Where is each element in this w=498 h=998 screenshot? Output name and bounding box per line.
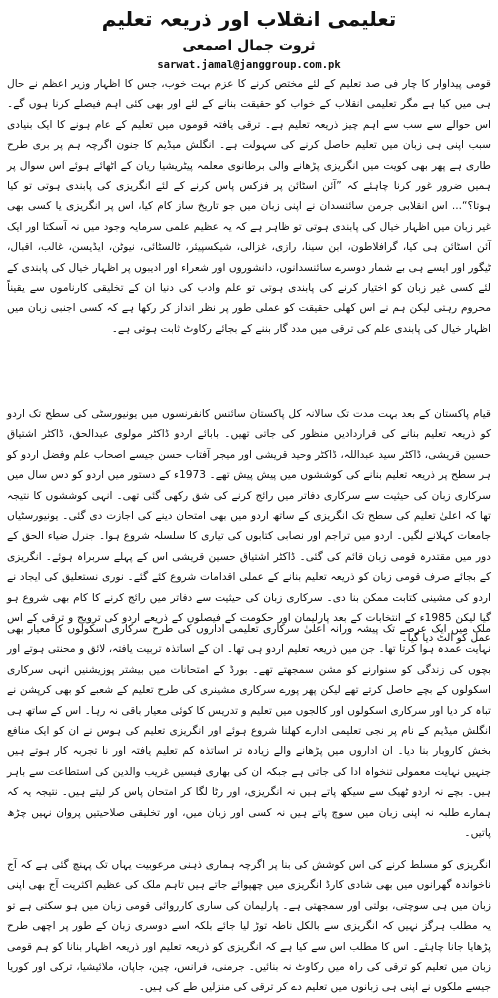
author-email: sarwat.jamal@janggroup.com.pk [157, 59, 341, 71]
paragraph-4 [7, 855, 491, 994]
author-name: ثروت جمال اصمعی [182, 38, 316, 54]
paragraph-text: ملک میں ایک عرصے تک پیشہ ورانہ اعلیٰ سرکاری تعلیمی اداروں کی طرح سرکاری اسکولوں کا معیار بھی نہایت عمدہ ہوا کرتا تھا۔ جن میں ذریعہ تعلیم اردو ہی تھا۔ ان کے اساتذہ تربیت یافتہ، لائق و محنتی ہوتے اور بچوں کی زندگی کو سنوارنے کو مشن سمجھتے تھے۔ بورڈ کے امتحانات میں بیشتر پوزیشنیں انہی سرکاری اسکولوں کے بچے حاصل کرتے تھے لیکن پھر پورے سرکاری مشینری کی طرح تعلیم کے شعبے کو بھی کرپشن نے تباہ کر دیا اور سرکاری اسکولوں اور کالجوں میں تعلیم و تدریس کا کوئی معیار باقی نہ رہا۔ اس کے ساتھ ہی انگلش میڈیم کے نام پر نجی تعلیمی ادارے کھلنا شروع ہوئے اور انگریزی تعلیم کی ہوس نے ان کو ایک منافع بخش کاروبار بنا دیا۔ ان اداروں میں پڑھانے والے زیادہ تر اساتذہ کم تعلیم یافتہ اور نا تجربہ کار ہوتے ہیں جنہیں نہایت معمولی تنخواہ ادا کی جاتی ہے جبکہ ان کی بھاری فیسیں غریب والدین کی استطاعت سے باہر ہیں۔ بچے نہ اردو ٹھیک سے سیکھ پاتے ہیں نہ انگریزی، اور رٹا لگا کر امتحان پاس کر لیتے ہیں۔ نتیجہ یہ کہ ہمارے طلبہ نہ اپنی زبان میں سوچ پاتے ہیں نہ کسی اور زبان میں، اور تخلیقی صلاحیتیں پروان نہیں چڑھ پاتیں۔ [7, 623, 491, 840]
paragraph-text: قیام پاکستان کے بعد بہت مدت تک سالانہ کل پاکستان سائنس کانفرنسوں میں یونیورسٹی کی سطح تک اردو کو ذریعہ تعلیم بنانے کی قراردادیں منظور کی جاتی تھیں۔ بابائے اردو ڈاکٹر مولوی عبدالحق، ڈاکٹر اشتیاق حسین قریشی، ڈاکٹر سید عبداللہ، ڈاکٹر وحید قریشی اور میجر آفتاب حسن جیسے اصحاب علم وفضل اردو کو ہر سطح پر ذریعہ تعلیم بنانے کی کوششوں میں پیش پیش تھے۔ 1973ء کے دستور میں اردو کو دس سال میں سرکاری زبان کی حیثیت سے سرکاری دفاتر میں رائج کرنے کی شق رکھی گئی تھی۔ انہی کوششوں کا نتیجہ تھا کہ اعلیٰ تعلیم کی سطح تک انگریزی کے ساتھ اردو میں بھی امتحان دینے کی اجازت دی گئی۔ یونیورسٹیاں جامعات کہلانے لگیں۔ اردو میں تراجم اور نصابی کتابوں کی تیاری کا سلسلہ شروع ہوا۔ جنرل ضیاء الحق کے دور میں مقتدرہ قومی زبان قائم کی گئی۔ ڈاکٹر اشتیاق حسین قریشی اس کے پہلے سربراہ ہوئے۔ انگریزی کے بجائے صرف قومی زبان کو ذریعہ تعلیم بنانے کے عملی اقدامات شروع کئے گئے۔ نوری نستعلیق کی ایجاد نے اردو کی مشینی کتابت ممکن بنا دی۔ سرکاری زبان کی حیثیت سے دفاتر میں رائج کرنے کا کام بھی شروع ہو گیا لیکن 1985ء کے انتخابات کے بعد پارلیمان اور حکومت کے فیصلوں کے ذریعے اردو کی ترویج و ترقی کے اس عمل کو الٹ دیا گیا۔ [7, 408, 492, 645]
paragraph-text: قومی پیداوار کا چار فی صد تعلیم کے لئے مختص کرنے کا عزم بہت خوب، جس کا اظہار وزیر اعظم نے حال ہی میں کیا ہے مگر تعلیمی انقلاب کے خواب کو حقیقت بنانے کے لئے اور بھی کئی اہم فیصلے کرنا ہوں گے۔ اس حوالے سے سب سے اہم چیز ذریعہ تعلیم ہے۔ ترقی یافتہ قوموں میں تعلیم کے عام ہونے کا ایک بنیادی سبب اپنی ہی زبان میں تعلیم حاصل کرنے کی سہولت ہے۔ انگلش میڈیم کا جنون اگرچہ ہم پر بری طرح طاری ہے پھر بھی کویت میں انگریزی پڑھانے والی برطانوی معلمہ پیٹریشیا ریان کے اٹھائے ہوئے اس سوال پر ہمیں ضرور غور کرنا چاہئے کہ ”آئن اسٹائن پر فزکس پاس کرنے کے لئے انگریزی کی پابندی ہوتی تو کیا ہوتا؟“... اس انقلابی جرمن سائنسدان نے اپنی زبان میں جو تاریخ ساز کام کیا، اس پر انگریزی یا کسی بھی غیر زبان میں اظہار خیال کی پابندی ہوتی تو ظاہر ہے کہ یہ عظیم علمی سرمایہ وجود میں نہ آسکتا اور ایک آئن اسٹائن ہی کیا، گرافلاطون، ابن سینا، رازی، غزالی، شیکسپیئر، ٹالسٹائی، نیوٹن، ایڈیسن، غالب، اقبال، ٹیگور اور ایسے ہی بے شمار دوسرے سائنسدانوں، دانشوروں اور شعراء اور ادیبوں پر اظہار خیال کی پابندی کے لئے کسی غیر زبان کو اختیار کرنے کی پابندی ہوتی تو علم وادب کی دنیا ان کے تخلیقی کارناموں سے یقیناً محروم رہتی لیکن ہم نے اس کھلی حقیقت کو عملی طور پر نظر انداز کر رکھا ہے کہ کسی اجنبی زبان میں اظہار خیال کی پابندی علم کی ترقی میں مدد گار بننے کے بجائے رکاوٹ ثابت ہوتی ہے۔ [7, 78, 491, 335]
paragraph-3 [7, 619, 491, 853]
paragraph-2 [7, 404, 492, 645]
article-title: تعلیمی انقلاب اور ذریعہ تعلیم [101, 7, 397, 31]
paragraph-text: انگریزی کو مسلط کرنے کی اس کوشش کی بنا پر اگرچہ ہماری ذہنی مرعوبیت یہاں تک پہنچ گئی ہے کہ آج ناخواندہ گھرانوں میں بھی شادی کارڈ انگریزی میں چھپوائے جاتے ہیں تاہم ملک کی عظیم اکثریت آج بھی اپنی زبان میں ہی سوچتی، بولتی اور سمجھتی ہے۔ پارلیمان کی ساری کارروائی قومی زبان میں ہو سکتی ہے تو یہ مطلب ہرگز نہیں کہ انگریزی سے بالکل ناطہ توڑ لیا جائے بلکہ اسے دوسری زبان کے طور پر اچھی طرح پڑھایا جانا چاہئے۔ اس کا مطلب اس سے کیا ہے کہ انگریزی کو ذریعہ تعلیم اور ذریعہ اظہار بنانا کو ہم قومی زبان میں تعلیم کو ترقی کی راہ میں رکاوٹ نہ بنائیں۔ جرمنی، فرانس، چین، جاپان، ملائیشیا، ترکی اور کوریا جیسے ملکوں نے اپنی ہی زبانوں میں تعلیم دے کر ترقی کی منزلیں طے کی ہیں۔ [7, 859, 491, 994]
paragraph-1 [7, 74, 491, 402]
